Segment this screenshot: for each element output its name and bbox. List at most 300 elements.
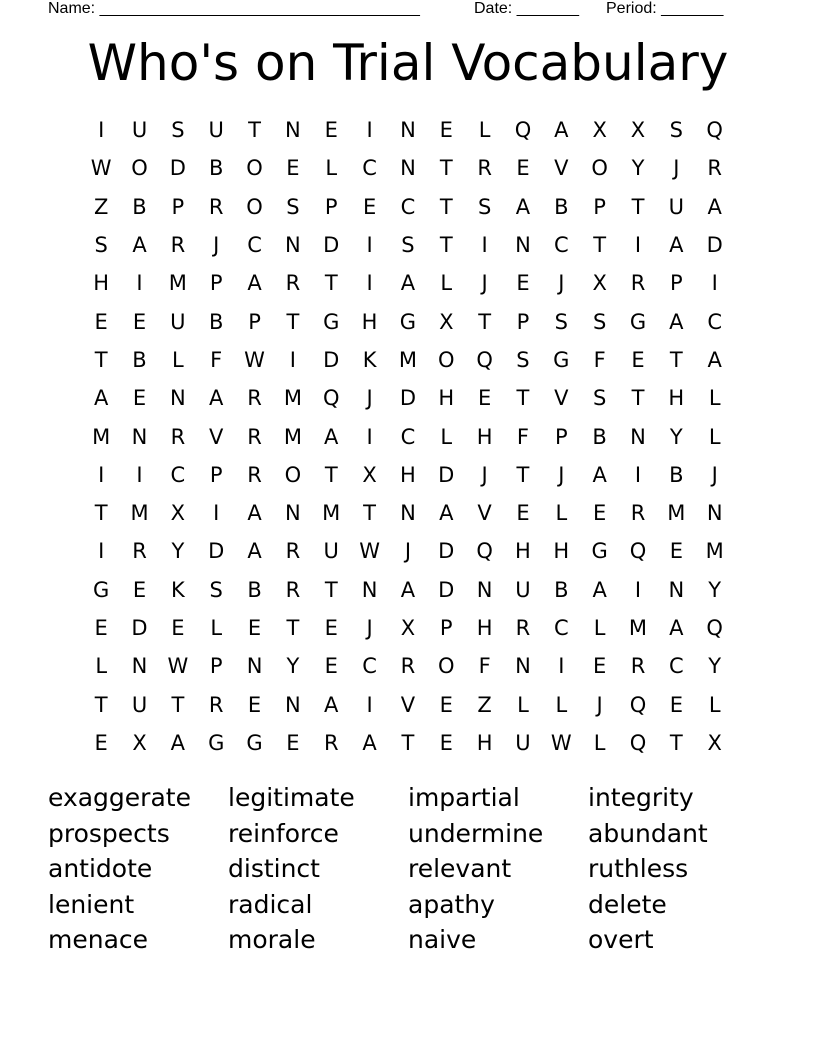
grid-letter[interactable]: U xyxy=(208,118,224,143)
grid-letter[interactable]: U xyxy=(515,577,531,602)
grid-letter[interactable]: W xyxy=(244,347,265,372)
grid-letter[interactable]: A xyxy=(554,118,569,143)
grid-letter[interactable]: M xyxy=(92,424,111,449)
grid-letter[interactable]: F xyxy=(478,654,491,679)
grid-letter[interactable]: N xyxy=(706,501,723,526)
grid-letter[interactable]: V xyxy=(477,501,492,526)
name-field[interactable]: Name: ____________________________________ xyxy=(48,0,420,17)
grid-letter[interactable]: B xyxy=(208,309,224,334)
grid-letter[interactable]: T xyxy=(324,462,338,487)
grid-letter[interactable]: H xyxy=(476,424,493,449)
grid-letter[interactable]: E xyxy=(286,156,300,181)
grid-letter[interactable]: A xyxy=(209,386,224,411)
grid-letter[interactable]: T xyxy=(248,118,261,143)
grid-letter[interactable]: R xyxy=(515,616,531,640)
grid-letter[interactable]: S xyxy=(516,347,530,372)
date-field[interactable]: Date: _______ xyxy=(474,0,579,17)
grid-letter[interactable]: X xyxy=(707,730,722,755)
grid-letter[interactable]: P xyxy=(439,616,453,640)
grid-letter[interactable]: X xyxy=(592,118,607,143)
grid-letter[interactable]: Z xyxy=(93,194,109,219)
grid-letter[interactable]: I xyxy=(289,347,296,372)
grid-letter[interactable]: Y xyxy=(669,424,683,449)
grid-letter[interactable]: P xyxy=(209,462,223,487)
grid-letter[interactable]: J xyxy=(366,386,373,411)
grid-letter[interactable]: T xyxy=(439,156,453,181)
word-search-grid xyxy=(82,111,734,762)
grid-letter[interactable]: V xyxy=(554,386,569,411)
grid-letter[interactable]: N xyxy=(400,156,416,181)
grid-letter[interactable]: U xyxy=(170,309,186,334)
grid-letter[interactable]: H xyxy=(93,271,110,296)
grid-letter[interactable]: E xyxy=(439,118,453,143)
grid-letter[interactable]: E xyxy=(132,386,147,411)
grid-letter[interactable]: O xyxy=(284,462,302,487)
grid-letter[interactable]: C xyxy=(668,654,684,679)
grid-letter[interactable]: B xyxy=(132,347,147,372)
grid-letter[interactable]: T xyxy=(669,730,683,755)
grid-letter[interactable]: R xyxy=(400,654,416,679)
grid-letter[interactable]: D xyxy=(399,386,416,411)
grid-letter[interactable]: T xyxy=(478,309,492,334)
grid-letter[interactable]: N xyxy=(285,233,301,258)
grid-letter[interactable]: X xyxy=(592,271,607,296)
grid-letter[interactable]: B xyxy=(554,194,569,219)
grid-letter[interactable]: E xyxy=(132,309,147,334)
grid-letter[interactable]: I xyxy=(634,462,642,487)
grid-letter[interactable]: B xyxy=(592,424,607,449)
grid-letter[interactable]: Y xyxy=(631,156,645,181)
grid-letter[interactable]: D xyxy=(323,233,340,258)
grid-letter[interactable]: R xyxy=(247,386,262,411)
grid-letter[interactable]: Y xyxy=(708,654,722,679)
grid-letter[interactable]: R xyxy=(630,501,646,526)
grid-letter[interactable]: N xyxy=(285,692,301,717)
grid-letter[interactable]: E xyxy=(94,616,108,640)
grid-letter[interactable]: R xyxy=(630,271,646,296)
grid-letter[interactable]: X xyxy=(439,309,454,334)
grid-letter[interactable]: P xyxy=(669,271,683,296)
grid-letter[interactable]: L xyxy=(708,386,721,411)
grid-letter[interactable]: A xyxy=(707,347,722,372)
grid-letter[interactable]: U xyxy=(131,692,148,717)
grid-letter[interactable]: B xyxy=(247,577,262,602)
grid-letter[interactable]: T xyxy=(631,194,645,219)
grid-letter[interactable]: T xyxy=(94,501,108,526)
grid-letter[interactable]: Q xyxy=(322,386,340,411)
grid-letter[interactable]: I xyxy=(366,424,373,449)
grid-letter[interactable]: N xyxy=(285,118,301,143)
grid-letter[interactable]: R xyxy=(285,577,301,602)
grid-letter[interactable]: D xyxy=(169,156,186,181)
grid-letter[interactable]: W xyxy=(359,539,380,564)
grid-letter[interactable]: X xyxy=(362,462,377,487)
grid-letter[interactable]: J xyxy=(673,156,680,181)
grid-letter[interactable]: M xyxy=(283,424,302,449)
grid-letter[interactable]: E xyxy=(286,730,300,755)
grid-letter[interactable]: L xyxy=(555,692,568,717)
grid-letter[interactable]: J xyxy=(711,462,718,487)
grid-letter[interactable]: M xyxy=(168,271,187,296)
grid-letter[interactable]: E xyxy=(516,156,530,181)
grid-letter[interactable]: H xyxy=(361,309,378,334)
grid-letter[interactable]: G xyxy=(629,309,647,334)
grid-letter[interactable]: C xyxy=(247,233,262,258)
grid-letter[interactable]: X xyxy=(170,501,186,526)
grid-row xyxy=(82,149,734,187)
grid-letter[interactable]: S xyxy=(94,233,108,258)
grid-letter[interactable]: I xyxy=(366,271,373,296)
grid-letter[interactable]: I xyxy=(481,233,488,258)
grid-letter[interactable]: A xyxy=(324,692,339,717)
grid-letter[interactable]: N xyxy=(131,654,148,679)
grid-letter[interactable]: P xyxy=(324,194,338,219)
grid-letter[interactable]: E xyxy=(439,730,453,755)
grid-letter[interactable]: H xyxy=(476,616,493,640)
grid-letter[interactable]: A xyxy=(669,616,684,640)
grid-letter[interactable]: A xyxy=(592,577,607,602)
grid-letter[interactable]: R xyxy=(208,692,224,717)
grid-letter[interactable]: O xyxy=(438,654,455,679)
grid-letter[interactable]: Q xyxy=(514,118,532,143)
grid-letter[interactable]: I xyxy=(98,462,105,487)
period-field[interactable]: Period: _______ xyxy=(606,0,724,17)
grid-letter[interactable]: S xyxy=(592,386,607,411)
grid-letter[interactable]: X xyxy=(400,616,416,640)
grid-letter[interactable]: G xyxy=(208,730,225,755)
grid-letter[interactable]: C xyxy=(400,424,416,449)
grid-letter[interactable]: E xyxy=(516,501,530,526)
grid-letter[interactable]: T xyxy=(593,233,607,258)
grid-letter[interactable]: T xyxy=(669,347,683,372)
grid-letter[interactable]: R xyxy=(208,194,224,219)
grid-letter[interactable]: A xyxy=(400,577,416,602)
grid-letter[interactable]: N xyxy=(246,654,263,679)
grid-letter[interactable]: T xyxy=(324,271,338,296)
grid-row xyxy=(82,302,734,340)
grid-letter[interactable]: H xyxy=(668,386,685,411)
grid-letter[interactable]: L xyxy=(708,424,721,449)
grid-letter[interactable]: W xyxy=(550,730,572,755)
grid-letter[interactable]: A xyxy=(669,233,684,258)
grid-letter[interactable]: P xyxy=(171,194,185,219)
grid-letter[interactable]: R xyxy=(132,539,147,564)
grid-letter[interactable]: R xyxy=(170,233,186,258)
grid-letter[interactable]: D xyxy=(438,577,455,602)
grid-letter[interactable]: V xyxy=(209,424,224,449)
grid-letter[interactable]: M xyxy=(398,347,417,372)
grid-letter[interactable]: E xyxy=(324,654,338,679)
grid-letter[interactable]: P xyxy=(554,424,568,449)
student-info-header xyxy=(0,0,816,20)
grid-letter[interactable]: C xyxy=(362,654,377,679)
grid-letter[interactable]: R xyxy=(323,730,339,755)
grid-letter[interactable]: C xyxy=(400,194,416,219)
grid-letter[interactable]: S xyxy=(209,577,223,602)
grid-letter[interactable]: E xyxy=(247,692,262,717)
grid-letter[interactable]: E xyxy=(94,730,108,755)
grid-letter[interactable]: B xyxy=(132,194,147,219)
grid-letter[interactable]: P xyxy=(209,654,223,679)
grid-letter[interactable]: J xyxy=(481,271,488,296)
grid-letter[interactable]: P xyxy=(516,309,530,334)
grid-letter[interactable]: E xyxy=(593,501,607,526)
grid-letter[interactable]: I xyxy=(366,692,373,717)
grid-letter[interactable]: N xyxy=(361,577,378,602)
grid-letter[interactable]: M xyxy=(283,386,302,411)
grid-letter[interactable]: A xyxy=(439,501,454,526)
grid-letter[interactable]: I xyxy=(366,118,373,143)
grid-letter[interactable]: D xyxy=(131,616,148,640)
grid-letter[interactable]: L xyxy=(172,347,184,372)
grid-letter[interactable]: E xyxy=(324,616,338,640)
grid-letter[interactable]: R xyxy=(285,539,301,564)
grid-letter[interactable]: E xyxy=(516,271,530,296)
grid-letter[interactable]: E xyxy=(362,194,377,219)
grid-letter[interactable]: A xyxy=(707,194,722,219)
grid-letter[interactable]: J xyxy=(366,616,373,640)
grid-letter[interactable]: A xyxy=(247,501,262,526)
grid-letter[interactable]: E xyxy=(593,654,607,679)
grid-letter[interactable]: S xyxy=(669,118,683,143)
grid-letter[interactable]: Z xyxy=(477,692,492,717)
grid-letter[interactable]: F xyxy=(593,347,606,372)
grid-letter[interactable]: K xyxy=(170,577,185,602)
grid-letter[interactable]: P xyxy=(209,271,223,296)
grid-letter[interactable]: Q xyxy=(706,616,723,640)
grid-letter[interactable]: N xyxy=(515,654,531,679)
grid-letter[interactable]: Q xyxy=(706,118,723,143)
grid-letter[interactable]: T xyxy=(171,692,185,717)
grid-letter[interactable]: C xyxy=(170,462,186,487)
grid-letter[interactable]: I xyxy=(213,501,220,526)
grid-letter[interactable]: G xyxy=(399,309,417,334)
grid-letter[interactable]: A xyxy=(247,539,262,564)
grid-letter[interactable]: D xyxy=(438,462,455,487)
grid-letter[interactable]: U xyxy=(131,118,148,143)
grid-letter[interactable]: E xyxy=(324,118,338,143)
grid-letter[interactable]: X xyxy=(630,118,646,143)
grid-letter[interactable]: B xyxy=(554,577,569,602)
grid-letter[interactable]: T xyxy=(439,233,453,258)
grid-letter[interactable]: G xyxy=(553,347,570,372)
grid-letter[interactable]: J xyxy=(481,462,488,487)
grid-letter[interactable]: E xyxy=(247,616,262,640)
grid-letter[interactable]: E xyxy=(94,309,108,334)
grid-letter[interactable]: N xyxy=(515,233,531,258)
grid-letter[interactable]: W xyxy=(90,156,112,181)
grid-letter[interactable]: N xyxy=(131,424,148,449)
grid-letter[interactable]: G xyxy=(93,577,110,602)
grid-letter[interactable]: G xyxy=(246,730,263,755)
grid-letter[interactable]: E xyxy=(631,347,645,372)
grid-letter[interactable]: Q xyxy=(476,347,493,372)
grid-letter[interactable]: E xyxy=(477,386,492,411)
grid-letter[interactable]: M xyxy=(130,501,149,526)
grid-letter[interactable]: T xyxy=(94,347,108,372)
grid-letter[interactable]: U xyxy=(515,730,531,755)
grid-letter[interactable]: O xyxy=(438,347,455,372)
grid-letter[interactable]: T xyxy=(439,194,453,219)
grid-letter[interactable]: U xyxy=(323,539,339,564)
grid-letter[interactable]: F xyxy=(516,424,529,449)
grid-letter[interactable]: J xyxy=(558,462,565,487)
grid-letter[interactable]: Q xyxy=(476,539,493,564)
grid-letter[interactable]: N xyxy=(285,501,301,526)
grid-letter[interactable]: E xyxy=(669,692,683,717)
grid-letter[interactable]: S xyxy=(592,309,607,334)
grid-letter[interactable]: M xyxy=(705,539,724,564)
grid-letter[interactable]: D xyxy=(706,233,723,258)
grid-letter[interactable]: N xyxy=(476,577,493,602)
grid-letter[interactable]: A xyxy=(515,194,531,219)
grid-letter[interactable]: C xyxy=(707,309,722,334)
grid-letter[interactable]: L xyxy=(325,156,338,181)
grid-letter[interactable]: N xyxy=(400,118,416,143)
grid-letter[interactable]: C xyxy=(553,233,569,258)
grid-letter[interactable]: J xyxy=(404,539,412,564)
grid-letter[interactable]: R xyxy=(247,424,262,449)
grid-letter[interactable]: I xyxy=(558,654,565,679)
grid-letter[interactable]: I xyxy=(634,577,642,602)
grid-letter[interactable]: N xyxy=(630,424,646,449)
grid-letter[interactable]: D xyxy=(438,539,455,564)
grid-letter[interactable]: A xyxy=(669,309,684,334)
grid-letter[interactable]: G xyxy=(591,539,608,564)
grid-letter[interactable]: I xyxy=(634,233,642,258)
grid-letter[interactable]: V xyxy=(400,692,416,717)
grid-letter[interactable]: Y xyxy=(171,539,185,564)
grid-letter[interactable]: I xyxy=(711,271,718,296)
grid-letter[interactable]: H xyxy=(438,386,455,411)
grid-letter[interactable]: Y xyxy=(286,654,300,679)
grid-letter[interactable]: I xyxy=(136,462,143,487)
grid-letter[interactable]: T xyxy=(401,730,415,755)
grid-letter[interactable]: E xyxy=(132,577,147,602)
grid-letter[interactable]: S xyxy=(171,118,185,143)
grid-letter[interactable]: A xyxy=(592,462,607,487)
grid-letter[interactable]: P xyxy=(593,194,606,219)
grid-letter[interactable]: V xyxy=(554,156,569,181)
grid-letter[interactable]: L xyxy=(593,730,606,755)
grid-letter[interactable]: Q xyxy=(629,692,647,717)
grid-letter[interactable]: K xyxy=(362,347,377,372)
grid-letter[interactable]: H xyxy=(553,539,570,564)
grid-letter[interactable]: G xyxy=(323,309,340,334)
grid-letter[interactable]: S xyxy=(477,194,492,219)
grid-letter[interactable]: X xyxy=(132,730,147,755)
grid-letter[interactable]: A xyxy=(247,271,262,296)
grid-letter[interactable]: O xyxy=(591,156,608,181)
grid-letter[interactable]: Q xyxy=(629,539,647,564)
grid-letter[interactable]: N xyxy=(170,386,186,411)
grid-letter[interactable]: L xyxy=(95,654,108,679)
grid-letter[interactable]: D xyxy=(323,347,340,372)
grid-letter[interactable]: U xyxy=(668,194,685,219)
grid-letter[interactable]: I xyxy=(98,539,105,564)
grid-letter[interactable]: M xyxy=(628,616,648,640)
grid-letter[interactable]: T xyxy=(631,386,645,411)
grid-row xyxy=(82,188,734,226)
grid-letter[interactable]: T xyxy=(363,501,376,526)
grid-letter[interactable]: T xyxy=(94,692,108,717)
grid-letter[interactable]: L xyxy=(210,616,223,640)
grid-letter[interactable]: C xyxy=(362,156,377,181)
grid-letter[interactable]: E xyxy=(171,616,185,640)
grid-letter[interactable]: E xyxy=(439,692,453,717)
grid-letter[interactable]: A xyxy=(362,730,377,755)
grid-letter[interactable]: M xyxy=(322,501,341,526)
grid-letter[interactable]: S xyxy=(286,194,300,219)
grid-letter[interactable]: S xyxy=(401,233,415,258)
grid-letter[interactable]: N xyxy=(400,501,416,526)
grid-letter[interactable]: T xyxy=(286,616,300,640)
grid-letter[interactable]: A xyxy=(170,730,186,755)
grid-letter[interactable]: O xyxy=(246,156,263,181)
word-bank-item: abundant xyxy=(588,818,708,848)
grid-letter[interactable]: C xyxy=(553,616,569,640)
grid-letter[interactable]: A xyxy=(400,271,416,296)
grid-letter[interactable]: W xyxy=(167,654,189,679)
grid-letter[interactable]: I xyxy=(98,118,105,143)
grid-letter[interactable]: T xyxy=(516,462,530,487)
grid-letter[interactable]: J xyxy=(213,233,220,258)
grid-letter[interactable]: R xyxy=(247,462,262,487)
grid-letter[interactable]: T xyxy=(516,386,530,411)
grid-letter[interactable]: O xyxy=(246,194,263,219)
grid-letter[interactable]: E xyxy=(669,539,683,564)
grid-letter[interactable]: A xyxy=(324,424,339,449)
grid-letter[interactable]: Y xyxy=(708,577,722,602)
grid-letter[interactable]: Q xyxy=(629,730,647,755)
grid-letter[interactable]: N xyxy=(668,577,685,602)
grid-letter[interactable]: A xyxy=(93,386,109,411)
grid-letter[interactable]: O xyxy=(131,156,148,181)
grid-letter[interactable]: D xyxy=(208,539,225,564)
grid-row xyxy=(82,647,734,685)
grid-letter[interactable]: M xyxy=(667,501,686,526)
grid-letter[interactable]: R xyxy=(630,654,646,679)
grid-letter[interactable]: J xyxy=(558,271,565,296)
grid-letter[interactable]: T xyxy=(286,309,300,334)
grid-letter[interactable]: R xyxy=(477,156,492,181)
grid-letter[interactable]: H xyxy=(515,539,531,564)
grid-letter[interactable]: A xyxy=(132,233,147,258)
grid-letter[interactable]: L xyxy=(440,271,453,296)
word-bank-item: relevant xyxy=(408,854,512,884)
grid-letter[interactable]: P xyxy=(248,309,261,334)
grid-letter[interactable]: I xyxy=(136,271,143,296)
grid-letter[interactable]: B xyxy=(669,462,684,487)
grid-letter[interactable]: H xyxy=(476,730,493,755)
grid-letter[interactable]: L xyxy=(593,616,606,640)
grid-letter[interactable]: I xyxy=(366,233,373,258)
grid-letter[interactable]: B xyxy=(208,156,224,181)
grid-letter[interactable]: L xyxy=(478,118,491,143)
grid-letter[interactable]: J xyxy=(596,692,603,717)
grid-letter[interactable]: L xyxy=(440,424,453,449)
grid-letter[interactable]: R xyxy=(707,156,722,181)
grid-letter[interactable]: L xyxy=(517,692,529,717)
grid-letter[interactable]: H xyxy=(400,462,416,487)
grid-letter[interactable]: F xyxy=(210,347,223,372)
grid-letter[interactable]: L xyxy=(555,501,568,526)
grid-letter[interactable]: R xyxy=(285,271,301,296)
grid-letter[interactable]: T xyxy=(324,577,338,602)
grid-letter[interactable]: R xyxy=(170,424,186,449)
grid-letter[interactable]: S xyxy=(554,309,568,334)
grid-letter[interactable]: L xyxy=(708,692,721,717)
